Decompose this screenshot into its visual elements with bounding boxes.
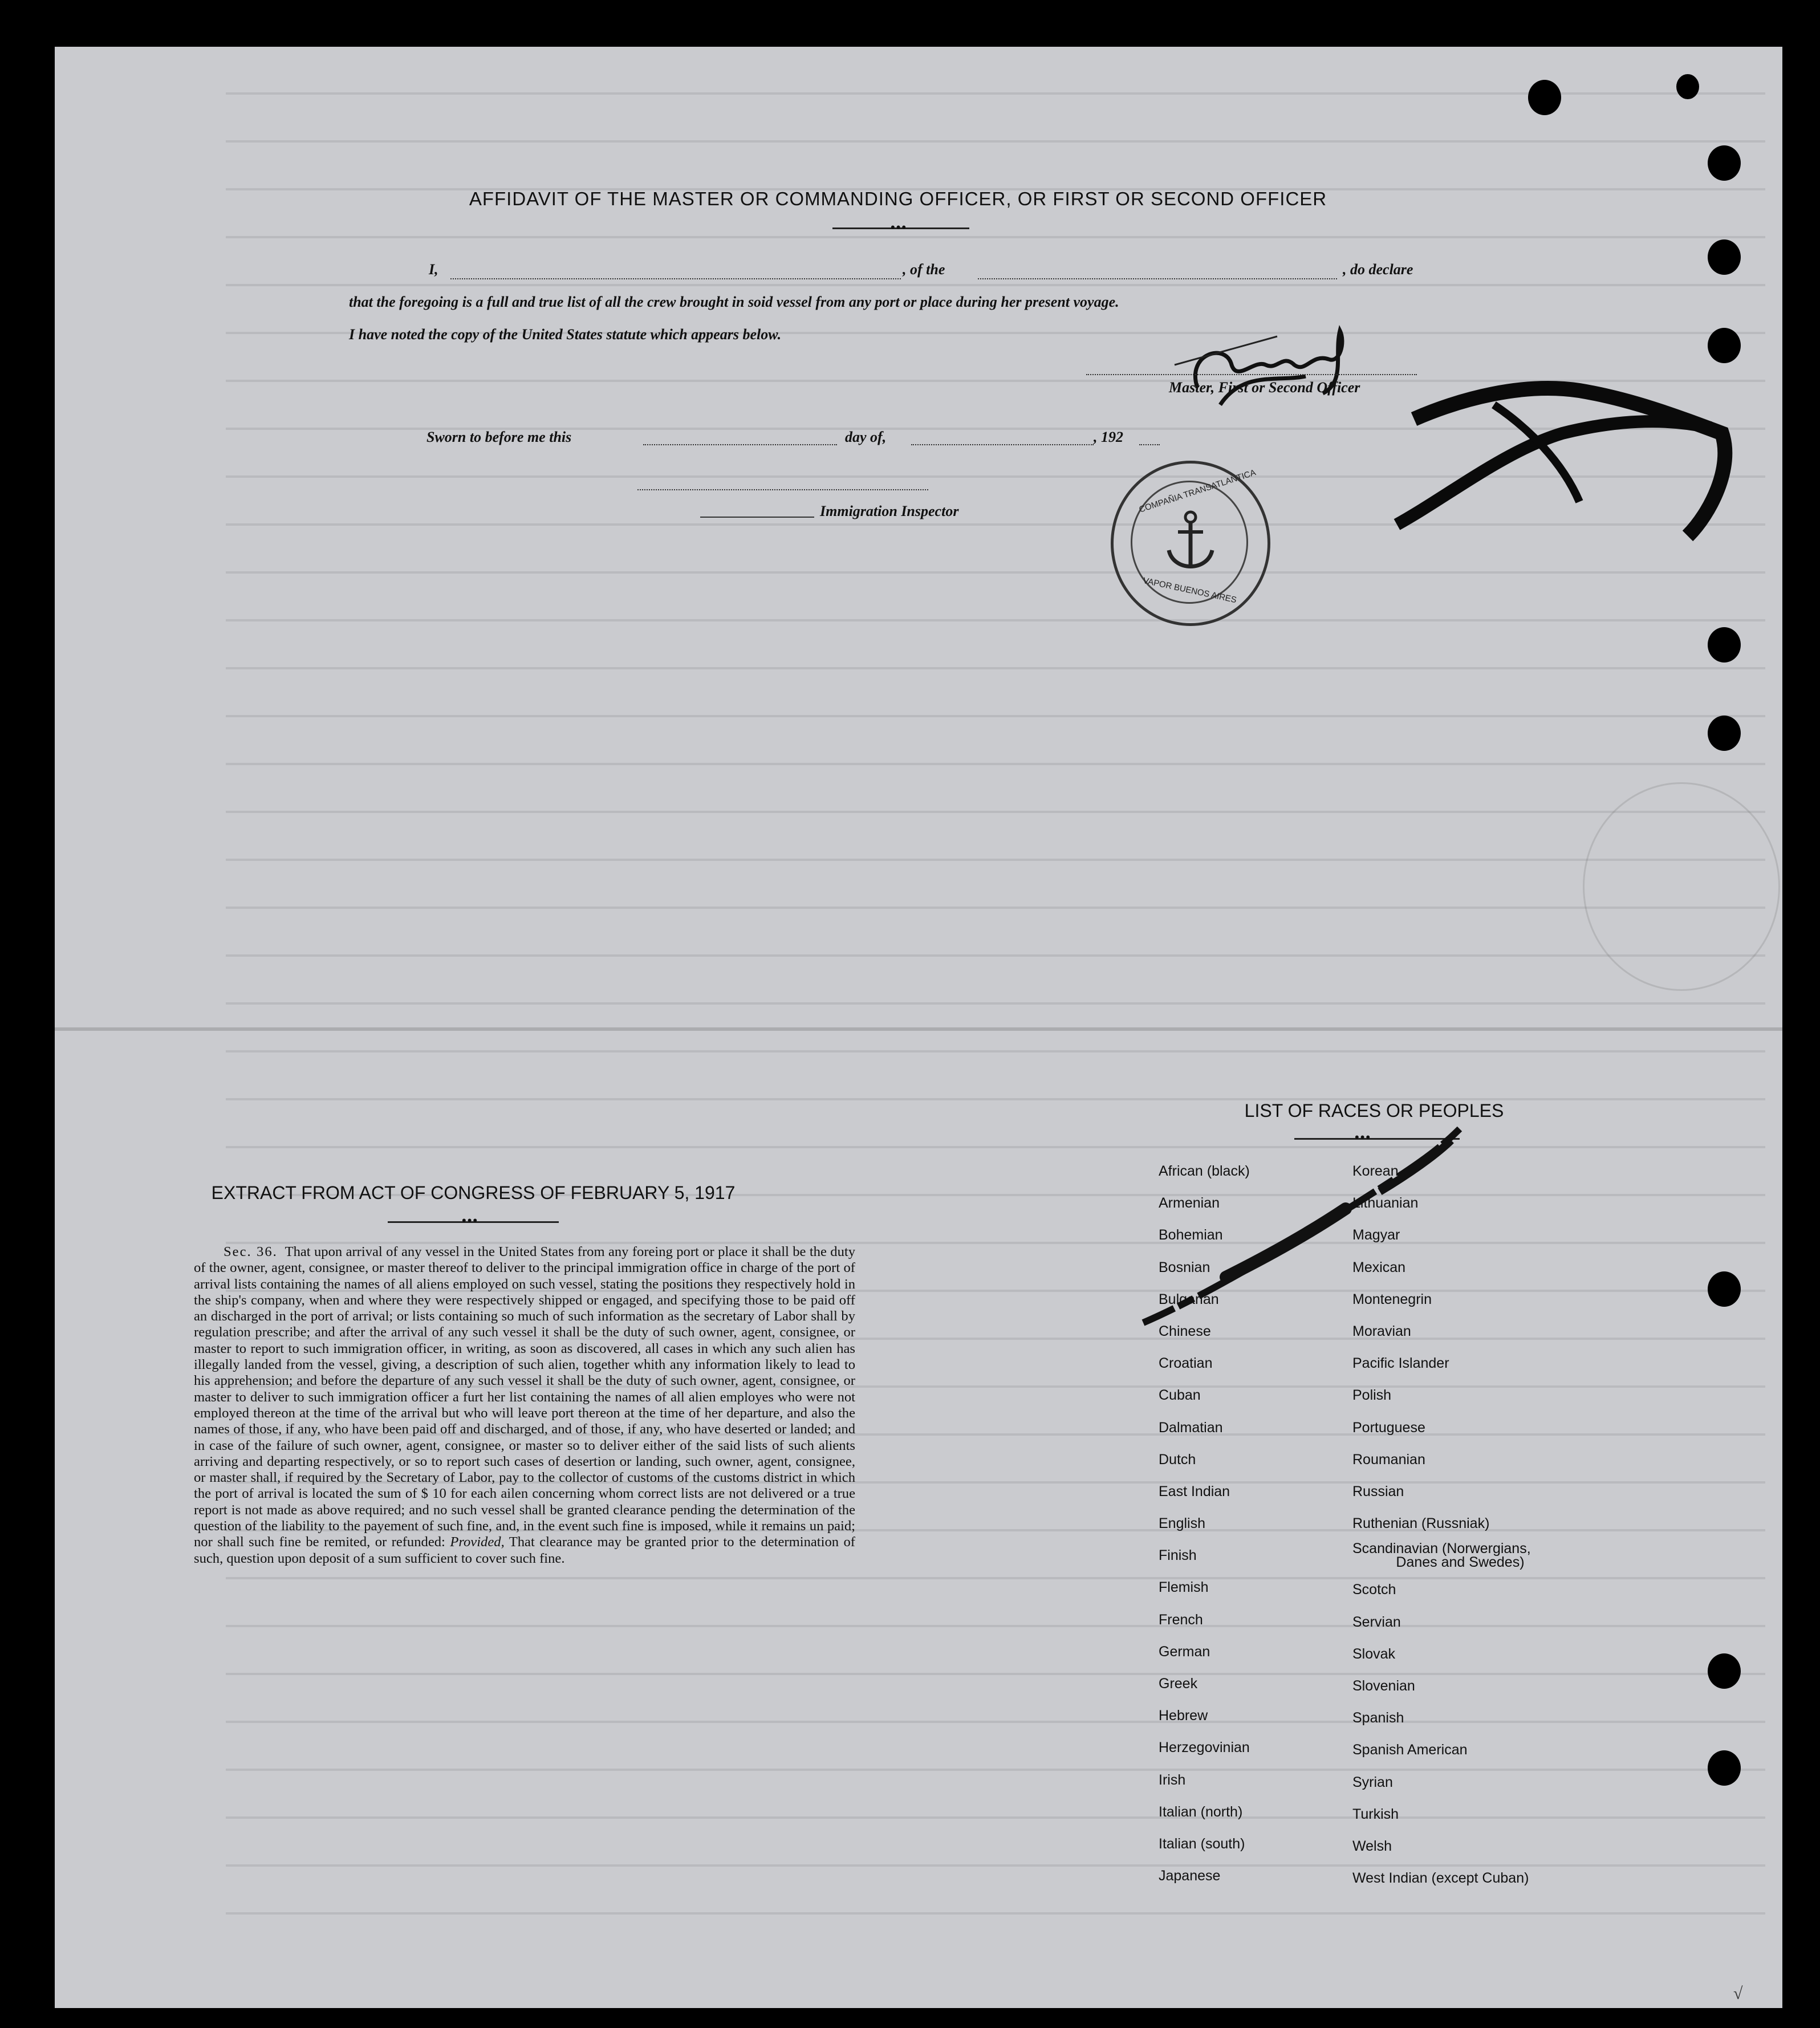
punch-hole	[1708, 1750, 1741, 1786]
race-item: Spanish	[1352, 1710, 1404, 1726]
punch-hole	[1708, 716, 1741, 751]
punch-hole	[1708, 1653, 1741, 1689]
punch-hole	[1708, 627, 1741, 663]
race-item: Hebrew	[1159, 1708, 1208, 1724]
race-item: Greek	[1159, 1676, 1198, 1692]
inspector-label: Immigration Inspector	[820, 503, 959, 519]
punch-hole	[1528, 80, 1561, 115]
race-item: Italian (north)	[1159, 1803, 1243, 1820]
extract-section-text	[194, 1244, 855, 1567]
race-item: Cuban	[1159, 1387, 1201, 1404]
affidavit-title: AFFIDAVIT OF THE MASTER OR COMMANDING OFFICER, OR FIRST OR SECOND OFFICER	[469, 188, 1327, 209]
paper-fold	[55, 1027, 1782, 1031]
race-item: Polish	[1352, 1387, 1392, 1404]
punch-hole	[1676, 74, 1699, 99]
race-item: Bulgarian	[1159, 1291, 1219, 1307]
race-item: Turkish	[1352, 1806, 1399, 1822]
race-item: French	[1159, 1611, 1203, 1628]
inspector-signature-field[interactable]	[637, 489, 928, 490]
race-item: Chinese	[1159, 1323, 1211, 1339]
officer-label: Master, First or Second Officer	[1169, 379, 1360, 396]
seal-bottom-text: VAPOR BUENOS AIRES	[1142, 575, 1238, 605]
corner-pencil-mark: √	[1733, 1984, 1743, 2003]
race-item: Spanish American	[1352, 1742, 1468, 1758]
punch-hole	[1708, 1271, 1741, 1307]
title-ornament-dots: •••	[891, 220, 908, 234]
races-ornament-dots: •••	[1355, 1130, 1372, 1144]
race-item: Moravian	[1352, 1323, 1411, 1339]
inspector-underline	[700, 517, 814, 518]
race-item: German	[1159, 1643, 1210, 1660]
provided-term: Provided,	[450, 1534, 505, 1550]
declaration-line: that the foregoing is a full and true list of all the crew brought in soid vessel from any port or place during her present voyage.	[349, 294, 1119, 310]
race-item: Pacific Islander	[1352, 1355, 1449, 1372]
race-item: Bohemian	[1159, 1227, 1223, 1243]
punch-hole	[1708, 328, 1741, 363]
race-item: Armenian	[1159, 1195, 1220, 1212]
sworn-year-field[interactable]	[1139, 444, 1160, 445]
faded-stamp	[1583, 782, 1780, 991]
race-item: Herzegovinian	[1159, 1740, 1250, 1756]
race-item: Flemish	[1159, 1579, 1209, 1596]
race-item: Slovenian	[1352, 1678, 1415, 1694]
section-label: Sec. 36.	[224, 1244, 278, 1259]
officer-signature	[1163, 319, 1391, 422]
ship-seal-stamp	[1111, 461, 1270, 626]
race-item: Ruthenian (Russniak)	[1352, 1515, 1490, 1532]
race-item: Roumanian	[1352, 1451, 1425, 1468]
race-item: Irish	[1159, 1771, 1186, 1788]
punch-hole	[1708, 239, 1741, 275]
race-item: Russian	[1352, 1483, 1404, 1499]
race-item: Finish	[1159, 1547, 1197, 1564]
race-item: Dutch	[1159, 1451, 1196, 1468]
extract-ornament-dots: •••	[462, 1213, 479, 1228]
declarant-name-field[interactable]	[450, 278, 901, 279]
race-item: Bosnian	[1159, 1259, 1210, 1275]
ink-strike-mark	[1140, 1123, 1465, 1334]
race-item: West Indian (except Cuban)	[1352, 1870, 1529, 1887]
sworn-day-of-label: day of,	[845, 429, 887, 445]
of-the-label: , of the	[903, 261, 945, 278]
sworn-day-field[interactable]	[643, 444, 837, 445]
race-item: East Indian	[1159, 1483, 1230, 1499]
sworn-month-field[interactable]	[911, 444, 1094, 445]
race-item: Dalmatian	[1159, 1419, 1223, 1436]
section-body: That upon arrival of any vessel in the United States from any foreing port or place it shall be the duty of the owner, agent, consignee, or master thereof to deliver to the principal immigration office in charge of the port of arrival lists containing the names of all aliens employed on such vessel, stating the positions they respectively hold in the ship's company, when and where they were respectively shipped or engaged, and specifying those to be paid off an discharged in the port of arrival; or lists containing so much of such information as the secretary of Labor shall by regulation prescribe; and after the arrival of any such vessel it shall be the duty of such owner, agent, consignee, or master to report to such immigration officer, in writing, as soon as discovered, all cases in which any such alien has illegally landed from the vessel, giving, a description of such alien, together whith any information likely to lead to his apprehension; and before the departure of any such vessel it shall be the duty of such owner, agent, consignee, or master to deliver to such immigration officer a furt her list containing the names of all alien employes who were not employed thereon at the time of the arrival but who will leave port thereon at the time of her departure, and also the names of those, if any, who have been paid off and discharged, and of those, if any, who have deserted or landed; and in case of the failure of such owner, agent, consignee, or master so to deliver either of the said lists of such alients arriving and departing respectively, or so to report such cases of desertion or landing, such owner, agent, consignee, or master shall, if required by the Secretary of Labor, pay to the collector of customs of the customs district in which the port of arrival is located the sum of $ 10 for each ailen concerning whom correct lists are not delivered or a true report is not made as above required; and no such vessel shall be granted clearance pending the determination of the question of the liability to the payement of such fine, and, in the event such fine is imposed, while it remains un paid; nor shall such fine be remited, or refunded:	[194, 1244, 855, 1550]
race-item: Korean	[1352, 1163, 1399, 1179]
section-proviso: That clearance may be granted prior to the determination of such, question upon deposit of a sum sufficient to cover such fine.	[194, 1534, 855, 1566]
race-item: Japanese	[1159, 1868, 1221, 1884]
race-item: Servian	[1352, 1614, 1401, 1630]
race-item: Welsh	[1352, 1838, 1392, 1854]
race-item: English	[1159, 1515, 1205, 1532]
race-item: Syrian	[1352, 1774, 1393, 1790]
punch-hole	[1708, 145, 1741, 181]
anchor-icon	[1162, 509, 1219, 578]
race-item: Croatian	[1159, 1355, 1213, 1372]
race-item: Scotch	[1352, 1582, 1396, 1598]
officer-signature-field[interactable]	[1086, 374, 1417, 375]
sworn-year-label: , 192	[1094, 429, 1123, 445]
seal-top-text: COMPAÑIA TRANSATLANTICA	[1138, 468, 1257, 515]
extract-title: EXTRACT FROM ACT OF CONGRESS OF FEBRUARY 5, 1917	[211, 1182, 736, 1203]
race-item: Magyar	[1352, 1227, 1400, 1243]
race-item: Portuguese	[1352, 1419, 1425, 1436]
binding-ribbon	[1391, 365, 1756, 559]
declarant-prefix: I,	[429, 261, 438, 278]
race-item: Slovak	[1352, 1645, 1396, 1662]
vessel-name-field[interactable]	[978, 278, 1337, 279]
race-item-scandinavian: Scandinavian (Norwergians, Danes and Swedes)	[1352, 1541, 1531, 1571]
race-item: African (black)	[1159, 1163, 1250, 1179]
race-item: Montenegrin	[1352, 1291, 1432, 1307]
sworn-prefix: Sworn to before me this	[426, 429, 572, 445]
statute-line: I have noted the copy of the United States statute which appears below.	[349, 326, 782, 343]
race-item: Mexican	[1352, 1259, 1406, 1275]
declare-label: , do declare	[1343, 261, 1413, 278]
races-title: LIST OF RACES OR PEOPLES	[1244, 1100, 1504, 1121]
race-item: Lithuanian	[1352, 1195, 1419, 1212]
race-item: Italian (south)	[1159, 1835, 1245, 1852]
